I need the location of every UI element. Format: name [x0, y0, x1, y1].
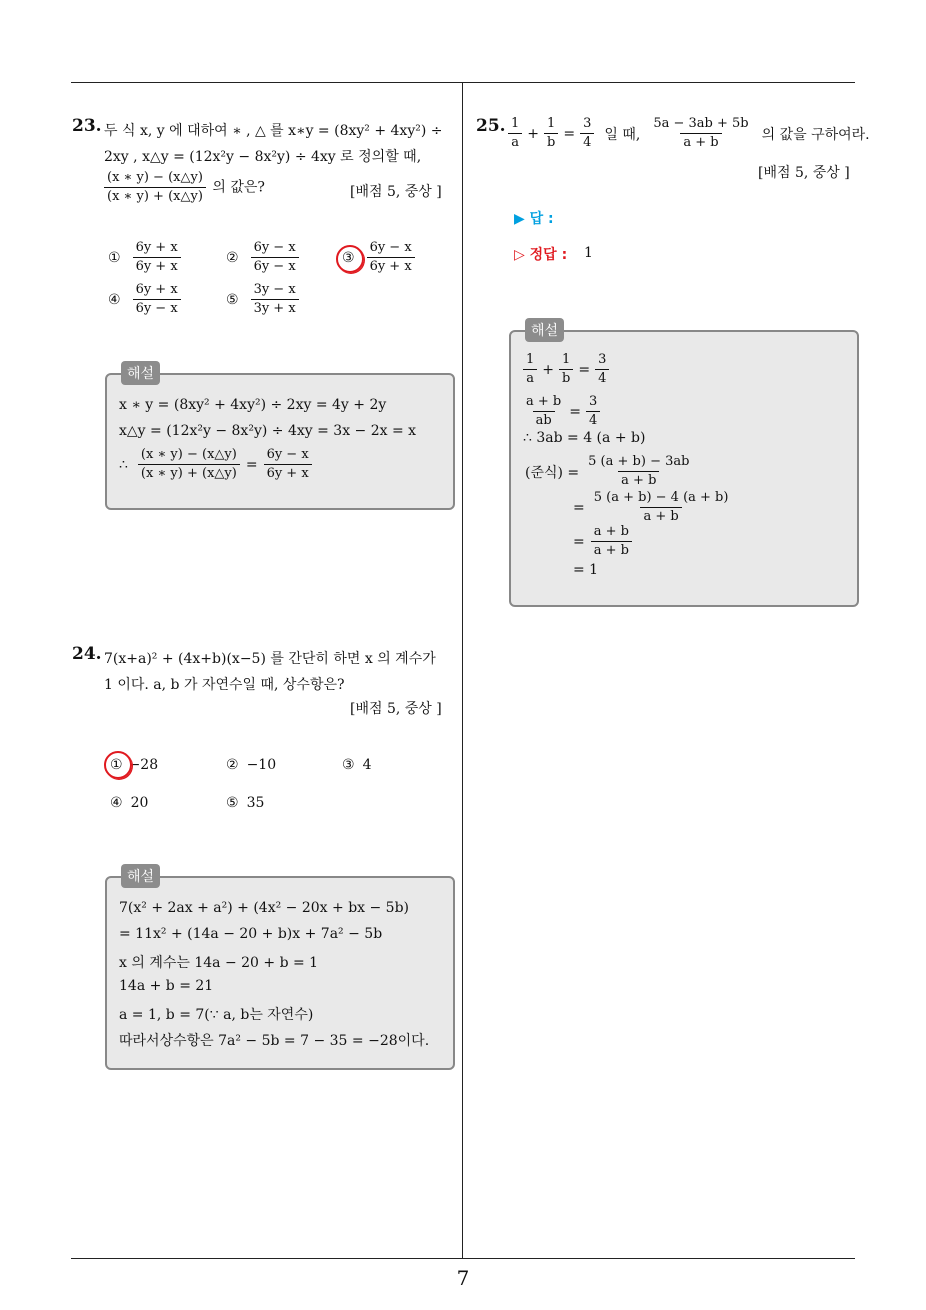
- equals-sign: =: [569, 403, 581, 420]
- sol-frac-den: 4: [595, 369, 609, 387]
- q24-selected-mark: [104, 751, 132, 779]
- choice-num: 6y + x: [135, 240, 178, 255]
- choice-value: 4: [362, 757, 372, 773]
- q25-score: [배점 5, 중상 ]: [758, 165, 850, 181]
- equals-sign: =: [578, 361, 591, 378]
- q25-frac-den: a: [508, 133, 522, 151]
- choice-num: 6y − x: [369, 240, 412, 255]
- q24-sol-line3: x 의 계수는 14a − 20 + b = 1: [119, 955, 319, 971]
- sol-frac-num: 1: [526, 352, 535, 367]
- q25-question: [506, 116, 870, 151]
- sol-frac-num: 5 (a + b) − 4 (a + b): [593, 490, 729, 505]
- q25-frac-den: a + b: [680, 133, 721, 151]
- choice-mark: ④: [110, 795, 123, 811]
- q24-score: [배점 5, 중상 ]: [350, 701, 442, 717]
- q25-frac-den: 4: [580, 133, 594, 151]
- sol-frac-den: b: [559, 369, 573, 387]
- plus-sign: +: [527, 125, 540, 142]
- q25-sol-line1: [521, 352, 611, 387]
- q24-sol-line6: 따라서상수항은 7a² − 5b = 7 − 35 = −28이다.: [119, 1033, 430, 1049]
- q25-frac-den: b: [544, 133, 558, 151]
- sol-frac-num: 6y − x: [266, 447, 309, 462]
- choice-value: 35: [246, 795, 265, 811]
- q23-choice-2[interactable]: [226, 240, 301, 275]
- sol-frac-num: a + b: [526, 394, 562, 409]
- choice-den: 3y + x: [251, 299, 299, 317]
- q25-mid-text: 일 때,: [604, 126, 641, 143]
- choice-mark: ②: [226, 757, 239, 773]
- sol-frac-den: a: [523, 369, 537, 387]
- correct-answer-value: 1: [584, 245, 593, 261]
- choice-mark: ①: [108, 249, 121, 266]
- q23-line1: 두 식 x, y 에 대하여 ∗ , △ 를 x∗y = (8xy² + 4xy²) ÷: [104, 123, 443, 139]
- q25-frac-num: 1: [547, 116, 556, 131]
- q23-line3-suffix: 의 값은?: [212, 179, 265, 196]
- choice-value: −28: [128, 757, 159, 773]
- q24-sol-line2: = 11x² + (14a − 20 + b)x + 7a² − 5b: [119, 926, 383, 942]
- q23-number: 23.: [72, 116, 102, 136]
- q25-sol-line2: [521, 394, 602, 429]
- q25-suffix: 의 값을 구하여라.: [761, 126, 870, 143]
- choice-mark: ④: [108, 291, 121, 308]
- q23-choice-1[interactable]: [108, 240, 183, 275]
- sol-frac-den: a + b: [640, 507, 681, 525]
- sol-frac-num: 3: [598, 352, 607, 367]
- plus-sign: +: [542, 361, 555, 378]
- top-rule: [71, 82, 855, 83]
- q24-choice-5[interactable]: [226, 795, 264, 811]
- sol-frac-num: (x ∗ y) − (x△y): [140, 447, 237, 462]
- sol-frac-den: a + b: [591, 541, 632, 559]
- sol-frac-den: 4: [586, 411, 600, 429]
- q23-sol-line3: [119, 447, 314, 482]
- q24-sol-line5: a = 1, b = 7(∵ a, b는 자연수): [119, 1007, 314, 1023]
- q24-sol-line1: 7(x² + 2ax + a²) + (4x² − 20x + bx − 5b): [119, 900, 410, 916]
- bottom-rule: [71, 1258, 855, 1259]
- choice-mark: ⑤: [226, 291, 239, 308]
- choice-num: 6y + x: [135, 282, 178, 297]
- q23-solution-box: [105, 366, 455, 510]
- choice-mark: ⑤: [226, 795, 239, 811]
- q23-line2: 2xy , x△y = (12x²y − 8x²y) ÷ 4xy 로 정의할 때,: [104, 149, 422, 165]
- q25-sol-line4: [525, 454, 694, 489]
- answer-label: ▶ 답 :: [514, 211, 554, 227]
- q23-score: [배점 5, 중상 ]: [350, 184, 442, 200]
- sol-frac-den: (x ∗ y) + (x△y): [138, 464, 240, 482]
- q25-number: 25.: [476, 116, 506, 136]
- choice-value: −10: [246, 757, 277, 773]
- page-number: 7: [456, 1266, 470, 1290]
- choice-num: 6y − x: [253, 240, 296, 255]
- sol-frac-den: ab: [533, 411, 555, 429]
- q25-sol-line5: [573, 490, 733, 525]
- q23-frac-num: (x ∗ y) − (x△y): [107, 170, 203, 185]
- q23-fraction: [104, 170, 206, 205]
- choice-mark: ③: [342, 249, 355, 266]
- sol-frac-num: 5 (a + b) − 3ab: [588, 454, 690, 469]
- correct-answer-label: ▷ 정답 :: [514, 247, 568, 263]
- sol-frac-num: 1: [562, 352, 571, 367]
- equals-sign: =: [563, 125, 576, 142]
- sol-prefix: (준식) =: [525, 464, 580, 481]
- q24-line2: 1 이다. a, b 가 자연수일 때, 상수항은?: [104, 677, 345, 693]
- q25-sol-line6: [573, 524, 634, 559]
- choice-den: 6y − x: [251, 257, 299, 275]
- q23-choice-4[interactable]: [108, 282, 183, 317]
- q24-choice-4[interactable]: [110, 795, 148, 811]
- sol-frac-den: 6y + x: [264, 464, 312, 482]
- equals-sign: =: [573, 499, 585, 516]
- sol-frac-den: a + b: [618, 471, 659, 489]
- choice-mark: ①: [110, 757, 123, 773]
- q23-solution-tag: 해설: [121, 361, 160, 385]
- q23-sol-line1: x ∗ y = (8xy² + 4xy²) ÷ 2xy = 4y + 2y: [119, 397, 387, 413]
- sol-frac-num: 3: [588, 394, 598, 409]
- q23-line3: [102, 170, 265, 205]
- q23-sol-line2: x△y = (12x²y − 8x²y) ÷ 4xy = 3x − 2x = x: [119, 423, 417, 439]
- choice-num: 3y − x: [253, 282, 296, 297]
- equals-sign: =: [573, 533, 585, 550]
- q24-solution-box: [105, 869, 455, 1070]
- q25-solution-tag: 해설: [525, 318, 564, 342]
- sol-frac-num: a + b: [593, 524, 629, 539]
- q25-frac-num: 1: [511, 116, 520, 131]
- equals-sign: =: [245, 456, 258, 473]
- q24-number: 24.: [72, 644, 102, 664]
- choice-mark: ③: [342, 757, 355, 773]
- q24-sol-line4: 14a + b = 21: [119, 978, 214, 994]
- choice-value: 20: [130, 795, 149, 811]
- q23-selected-mark: [336, 245, 364, 273]
- q25-frac-num: 3: [583, 116, 592, 131]
- q25-solution-box: [509, 323, 859, 607]
- q25-sol-line3: ∴ 3ab = 4 (a + b): [523, 430, 646, 446]
- therefore-symbol: ∴: [119, 456, 128, 473]
- choice-den: 6y − x: [133, 299, 181, 317]
- q24-choice-3[interactable]: [342, 757, 371, 773]
- q24-line1: 7(x+a)² + (4x+b)(x−5) 를 간단히 하면 x 의 계수가: [104, 651, 436, 667]
- q24-choice-2[interactable]: [226, 757, 276, 773]
- choice-mark: ②: [226, 249, 239, 266]
- q23-choice-5[interactable]: [226, 282, 301, 317]
- q25-frac-num: 5a − 3ab + 5b: [653, 116, 749, 131]
- choice-den: 6y + x: [367, 257, 415, 275]
- column-divider: [462, 82, 463, 1258]
- q23-frac-den: (x ∗ y) + (x△y): [104, 187, 206, 205]
- q24-solution-tag: 해설: [121, 864, 160, 888]
- choice-den: 6y + x: [133, 257, 181, 275]
- q25-sol-line7: = 1: [573, 562, 599, 578]
